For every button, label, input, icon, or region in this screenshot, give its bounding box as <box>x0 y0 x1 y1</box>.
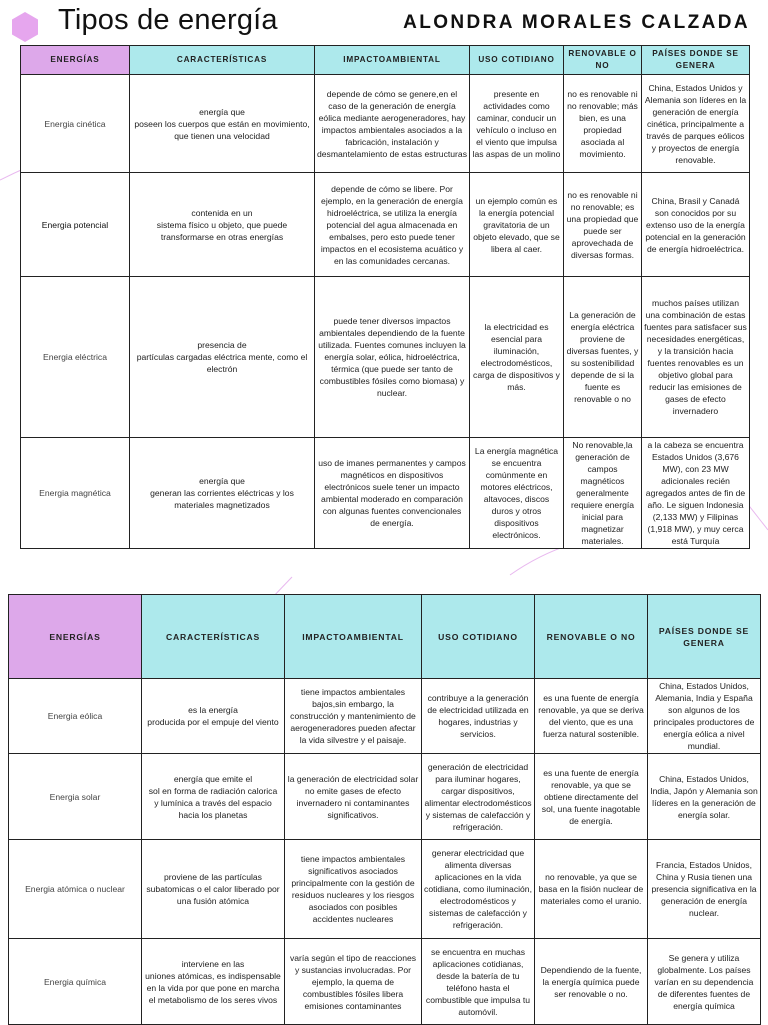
cell-paises: China, Estados Unidos, India, Japón y Alemania son líderes en la generación de energía solar. <box>648 754 761 840</box>
cell-uso: presente en actividades como caminar, conducir un vehículo o incluso en el viento que impulsa las aspas de un molino <box>470 75 564 173</box>
row-name: Energia atómica o nuclear <box>9 840 142 939</box>
cell-caracteristicas: energía que generan las corrientes eléctricas y los materiales magnetizados <box>130 438 315 549</box>
table-header-row <box>21 46 750 75</box>
cell-renovable: No renovable,la generación de campos magnéticos generalmente requiere energía inicial para magnetizar materiales. <box>564 438 642 549</box>
cell-paises: China, Brasil y Canadá son conocidos por su extenso uso de la energía potencial en la generación de energía hidroeléctrica. <box>642 173 750 277</box>
header-paises: PAÍSES DONDE SE GENERA <box>642 46 750 75</box>
header-uso: USO COTIDIANO <box>470 46 564 75</box>
cell-uso: La energía magnética se encuentra comúnmente en motores eléctricos, altavoces, discos duros y otros dispositivos electrónicos. <box>470 438 564 549</box>
cell-caracteristicas: interviene en las uniones atómicas, es indispensable en la vida por que pone en marcha el metabolismo de los seres vivos <box>142 939 285 1025</box>
header-uso: USO COTIDIANO <box>422 595 535 679</box>
cell-impacto: tiene impactos ambientales bajos,sin embargo, la construcción y mantenimiento de aerogeneradores pueden afectar la vida silvestre y el paisaje. <box>285 679 422 754</box>
header-paises: PAÍSES DONDE SE GENERA <box>648 595 761 679</box>
cell-impacto: varía según el tipo de reacciones y sustancias involucradas. Por ejemplo, la quema de combustibles fósiles libera emisiones contaminantes <box>285 939 422 1025</box>
cell-uso: un ejemplo común es la energía potencial gravitatoria de un objeto elevado, que se libera al caer. <box>470 173 564 277</box>
author-name: ALONDRA MORALES CALZADA <box>403 12 750 33</box>
cell-impacto: depende de cómo se genere,en el caso de la generación de energía eólica mediante aerogeneradores, hay impactos ambientales asociados a la fabricación, instalación y desmantelamiento de estas estructuras <box>315 75 470 173</box>
row-name: Energia magnética <box>21 438 130 549</box>
header-impacto: IMPACTOAMBIENTAL <box>285 595 422 679</box>
header-caracteristicas: CARACTERÍSTICAS <box>142 595 285 679</box>
table-header-row <box>9 595 761 679</box>
cell-impacto: la generación de electricidad solar no emite gases de efecto invernadero ni contaminantes significativos. <box>285 754 422 840</box>
cell-renovable: no renovable, ya que se basa en la fisión nuclear de materiales como el uranio. <box>535 840 648 939</box>
header-renovable: RENOVABLE O NO <box>564 46 642 75</box>
cell-paises: China, Estados Unidos, Alemania, India y España son algunos de los principales productores de energía eólica a nivel mundial. <box>648 679 761 754</box>
hexagon-logo-icon <box>9 11 41 43</box>
cell-uso: generación de electricidad para iluminar hogares, cargar dispositivos, alimentar electrodomésticos y sistemas de calefacción y refrigeración. <box>422 754 535 840</box>
header-energias: ENERGÍAS <box>21 46 130 75</box>
row-name: Energia potencial <box>21 173 130 277</box>
cell-uso: la electricidad es esencial para iluminación, electrodomésticos, carga de dispositivos y más. <box>470 277 564 438</box>
page-title: Tipos de energía <box>58 4 278 36</box>
energy-table-1 <box>20 45 750 549</box>
table-row <box>9 939 761 1025</box>
cell-caracteristicas: contenida en un sistema físico u objeto, que puede transformarse en otras energías <box>130 173 315 277</box>
table-row <box>9 840 761 939</box>
cell-caracteristicas: proviene de las partículas subatomicas o el calor liberado por una fusión atómica <box>142 840 285 939</box>
row-name: Energia química <box>9 939 142 1025</box>
header-renovable: RENOVABLE O NO <box>535 595 648 679</box>
cell-renovable: no es renovable ni no renovable; más bien, es una propiedad asociada al movimiento. <box>564 75 642 173</box>
table-row <box>9 679 761 754</box>
cell-impacto: tiene impactos ambientales significativos asociados principalmente con la gestión de residuos nucleares y los riesgos asociados con posibles accidentes nucleares <box>285 840 422 939</box>
table-row <box>21 277 750 438</box>
cell-renovable: es una fuente de energía renovable, ya que se deriva del viento, que es una fuerza natural sostenible. <box>535 679 648 754</box>
row-name: Energia eólica <box>9 679 142 754</box>
cell-uso: generar electricidad que alimenta diversas aplicaciones en la vida cotidiana, como iluminación, electrodomésticos y sistemas de calefacción y refrigeración. <box>422 840 535 939</box>
table-row <box>9 754 761 840</box>
row-name: Energia eléctrica <box>21 277 130 438</box>
cell-caracteristicas: es la energía producida por el empuje del viento <box>142 679 285 754</box>
energy-table-2 <box>8 594 761 1025</box>
header-impacto: IMPACTOAMBIENTAL <box>315 46 470 75</box>
cell-caracteristicas: energía que poseen los cuerpos que están en movimiento, que tienen una velocidad <box>130 75 315 173</box>
cell-paises: muchos países utilizan una combinación de estas fuentes para satisfacer sus necesidades energéticas, y la transición hacia fuentes renovables es un objetivo global para reducir las emisiones de gases de efecto invernadero <box>642 277 750 438</box>
cell-renovable: La generación de energía eléctrica proviene de diversas fuentes, y su sostenibilidad depende de si la fuente es renovable o no <box>564 277 642 438</box>
cell-impacto: depende de cómo se libere. Por ejemplo, en la generación de energía hidroeléctrica, se utiliza la energía potencial del agua almacenada en embalses, pero esto puede tener impactos en el ecosistema acuático y en las comunidades cercanas. <box>315 173 470 277</box>
row-name: Energia solar <box>9 754 142 840</box>
table-row <box>21 438 750 549</box>
cell-renovable: es una fuente de energía renovable, ya que se obtiene directamente del sol, una fuente inagotable de energía. <box>535 754 648 840</box>
header-caracteristicas: CARACTERÍSTICAS <box>130 46 315 75</box>
cell-impacto: uso de imanes permanentes y campos magnéticos en dispositivos electrónicos suele tener un impacto ambiental moderado en comparación con algunas fuentes convencionales de energía. <box>315 438 470 549</box>
header-energias: ENERGÍAS <box>9 595 142 679</box>
cell-paises: China, Estados Unidos y Alemania son líderes en la generación de energía cinética, principalmente a través de parques eólicos y proyectos de energía renovable. <box>642 75 750 173</box>
table-row <box>21 75 750 173</box>
cell-renovable: no es renovable ni no renovable; es una propiedad que puede ser aprovechada de diversas formas. <box>564 173 642 277</box>
cell-paises: Se genera y utiliza globalmente. Los países varían en su dependencia de diferentes fuentes de energía química <box>648 939 761 1025</box>
cell-impacto: puede tener diversos impactos ambientales dependiendo de la fuente utilizada. Fuentes comunes incluyen la energía solar, eólica, hidroeléctrica, térmica (que puede ser tanto de combustibles fósiles como biomasa) y nuclear. <box>315 277 470 438</box>
cell-uso: contribuye a la generación de electricidad utilizada en hogares, industrias y servicios. <box>422 679 535 754</box>
cell-renovable: Dependiendo de la fuente, la energía química puede ser renovable o no. <box>535 939 648 1025</box>
cell-caracteristicas: energía que emite el sol en forma de radiación calorica y lumínica a través del espacio hacia los planetas <box>142 754 285 840</box>
table-row <box>21 173 750 277</box>
cell-paises: a la cabeza se encuentra Estados Unidos (3,676 MW), con 23 MW adicionales recién agregados antes de fin de año. Le siguen Indonesia (2,133 MW) y Filipinas (1,918 MW), y muy cerca está Turquía <box>642 438 750 549</box>
cell-paises: Francia, Estados Unidos, China y Rusia tienen una presencia significativa en la generación de energía nuclear. <box>648 840 761 939</box>
row-name: Energia cinética <box>21 75 130 173</box>
cell-caracteristicas: presencia de partículas cargadas eléctrica mente, como el electrón <box>130 277 315 438</box>
cell-uso: se encuentra en muchas aplicaciones cotidianas, desde la batería de tu teléfono hasta el combustible que impulsa tu automóvil. <box>422 939 535 1025</box>
